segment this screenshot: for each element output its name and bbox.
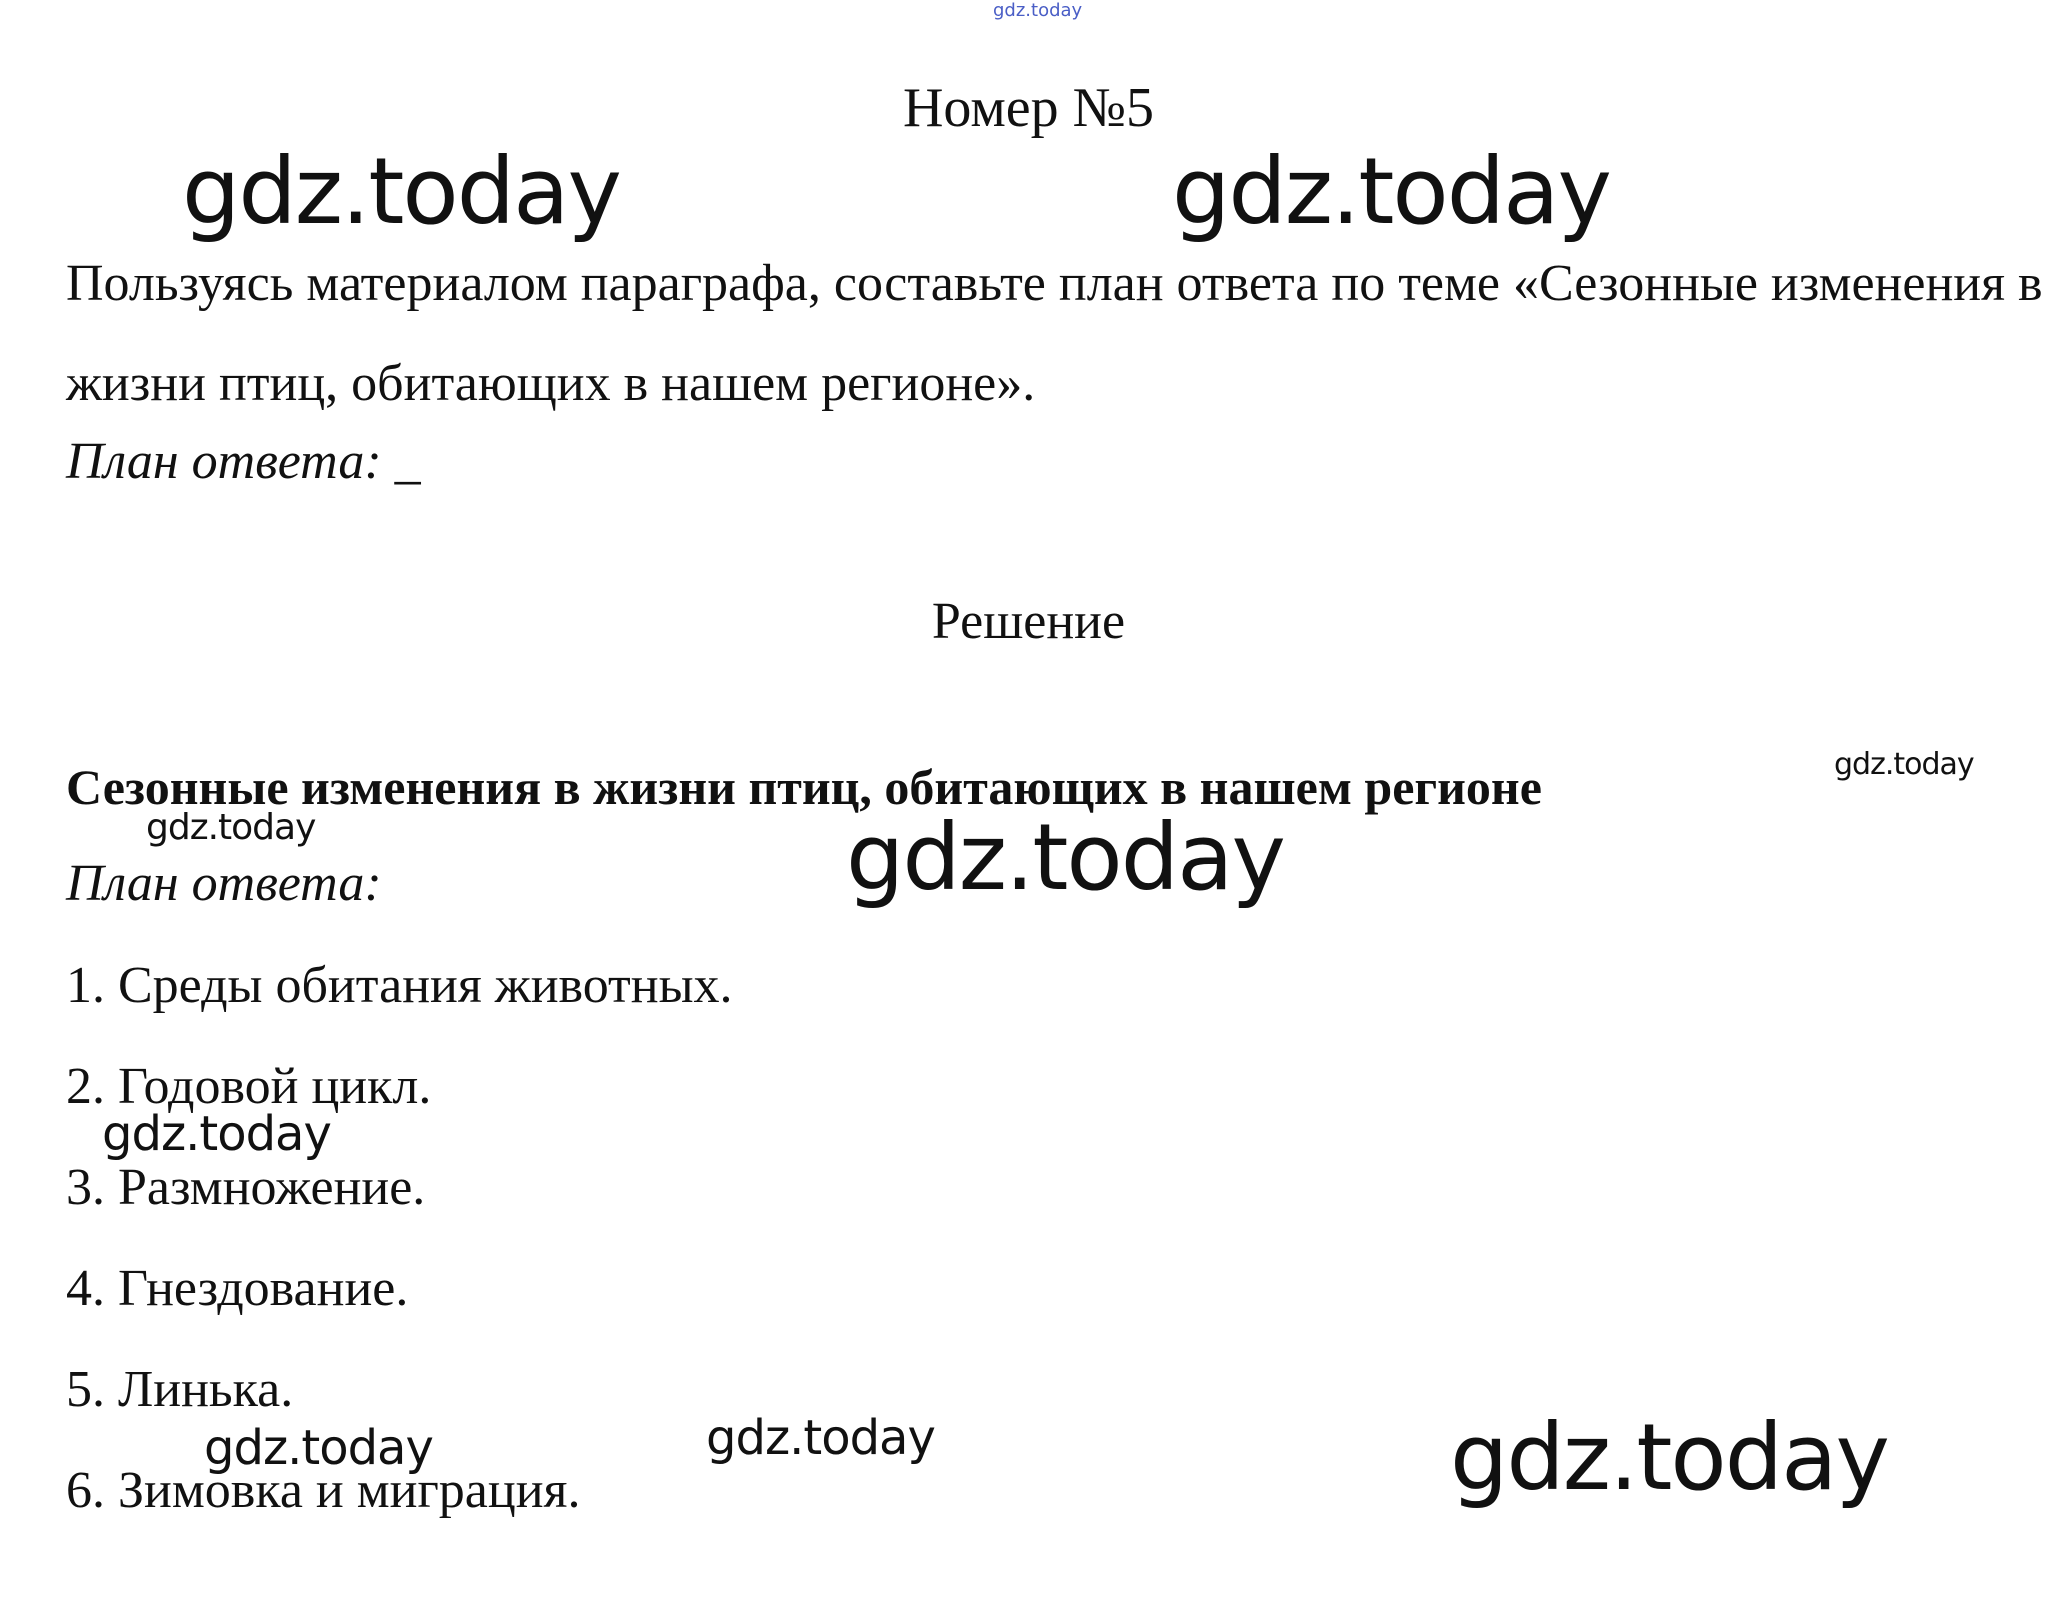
watermark-mid-1: gdz.today bbox=[102, 1106, 331, 1162]
plan-item: 1. Среды обитания животных. bbox=[66, 957, 733, 1014]
watermark-large-4: gdz.today bbox=[1450, 1404, 1888, 1511]
watermark-large-3: gdz.today bbox=[846, 804, 1284, 911]
page-title: Номер №5 bbox=[902, 77, 1155, 139]
plan-item: 6. Зимовка и миграция. bbox=[66, 1462, 581, 1519]
plan-item: 4. Гнездование. bbox=[66, 1260, 409, 1317]
plan-label: План ответа: bbox=[66, 855, 382, 912]
plan-list bbox=[66, 957, 733, 1566]
watermark-mid-3: gdz.today bbox=[706, 1410, 935, 1466]
plan-item: 5. Линька. bbox=[66, 1361, 294, 1418]
solution-heading: Решение bbox=[931, 593, 1126, 650]
plan-prompt: План ответа: _ bbox=[66, 433, 421, 490]
watermark-small-heading: gdz.today bbox=[1834, 747, 1974, 782]
task-text: Пользуясь материалом параграфа, составьте план ответа по теме «Сезонные изменения в жизни птиц, обитающих в нашем регионе». bbox=[66, 255, 2043, 412]
plan-item: 3. Размножение. bbox=[66, 1159, 426, 1216]
plan-item: 2. Годовой цикл. bbox=[66, 1058, 432, 1115]
watermark-large-1: gdz.today bbox=[182, 138, 620, 245]
watermark-top: gdz.today bbox=[993, 0, 1083, 21]
watermark-small-1: gdz.today bbox=[146, 807, 316, 848]
answer-heading: Сезонные изменения в жизни птиц, обитающих в нашем регионе bbox=[66, 759, 1542, 815]
watermark-mid-2: gdz.today bbox=[204, 1420, 433, 1476]
watermark-large-2: gdz.today bbox=[1172, 138, 1610, 245]
